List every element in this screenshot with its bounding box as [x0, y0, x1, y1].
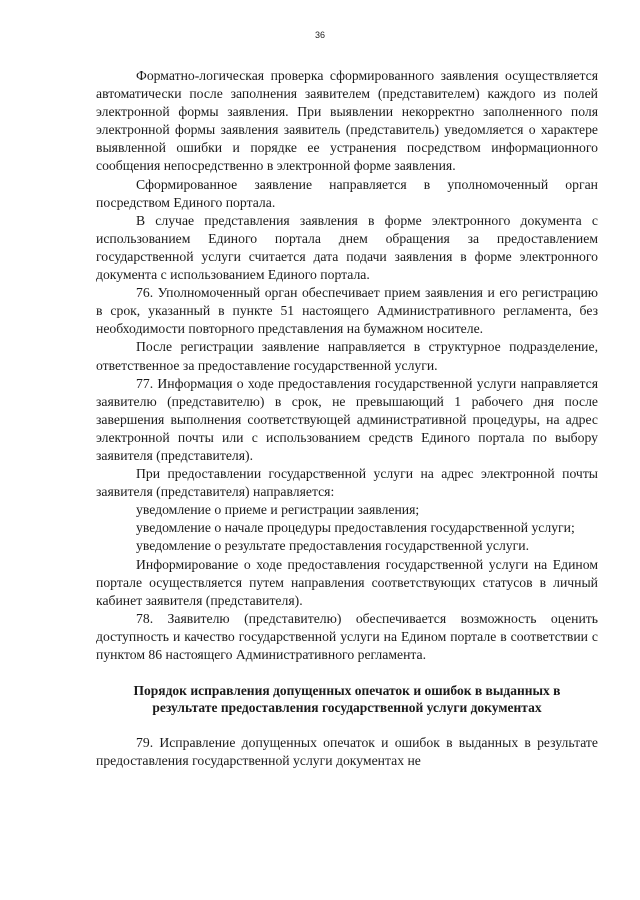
paragraph-item-79: 79. Исправление допущенных опечаток и ошибок в выданных в результате предоставления государственной услуги документах не — [96, 735, 598, 769]
page-number: 36 — [314, 30, 325, 40]
section-heading: Порядок исправления допущенных опечаток и ошибок в выданных в результате предоставления государственной услуги документах — [133, 683, 561, 716]
list-item-notification-receipt: уведомление о приеме и регистрации заявления; — [136, 502, 420, 518]
paragraph-sent-to-authority: Сформированное заявление направляется в уполномоченный орган посредством Единого портала. — [96, 176, 598, 210]
paragraph-item-76: 76. Уполномоченный орган обеспечивает прием заявления и его регистрацию в срок, указанный в пункте 51 настоящего Административного регламента, без необходимости повторного представления на бумажном носителе. — [96, 285, 598, 337]
paragraph-after-registration: После регистрации заявление направляется в структурное подразделение, ответственное за предоставление государственной услуги. — [96, 339, 598, 373]
list-item-notification-result: уведомление о результате предоставления государственной услуги. — [136, 538, 529, 554]
paragraph-item-77: 77. Информация о ходе предоставления государственной услуги направляется заявителю (представителю) в срок, не превышающий 1 рабочего дня после завершения выполнения соответствующей административной процедуры, на адрес электронной почты или с использованием средств Единого портала по выбору заявителя (представителя). — [96, 375, 598, 463]
document-body — [96, 67, 598, 770]
list-item-notification-start: уведомление о начале процедуры предоставления государственной услуги; — [136, 520, 575, 536]
paragraph-format-check: Форматно-логическая проверка сформированного заявления осуществляется автоматически после заполнения заявителем (представителем) каждого из полей электронной формы заявления. При выявлении некорректно заполненного поля электронной формы заявления заявитель (представитель) уведомляется о характере выявленной ошибки и порядке ее устранения посредством информационного сообщения непосредственно в электронной форме заявления. — [96, 68, 598, 174]
paragraph-submission-date: В случае представления заявления в форме электронного документа с использованием Единого портала днем обращения за предоставлением государственной услуги считается дата подачи заявления в форме электронного документа с использованием Единого портала. — [96, 212, 598, 283]
paragraph-item-78: 78. Заявителю (представителю) обеспечивается возможность оценить доступность и качество государственной услуги на Едином портале в соответствии с пунктом 86 настоящего Административного регламента. — [96, 610, 598, 662]
paragraph-portal-informing: Информирование о ходе предоставления государственной услуги на Едином портале осуществляется путем направления соответствующих статусов в личный кабинет заявителя (представителя). — [96, 556, 598, 608]
paragraph-email-notifications-intro: При предоставлении государственной услуги на адрес электронной почты заявителя (представителя) направляется: — [96, 466, 598, 500]
